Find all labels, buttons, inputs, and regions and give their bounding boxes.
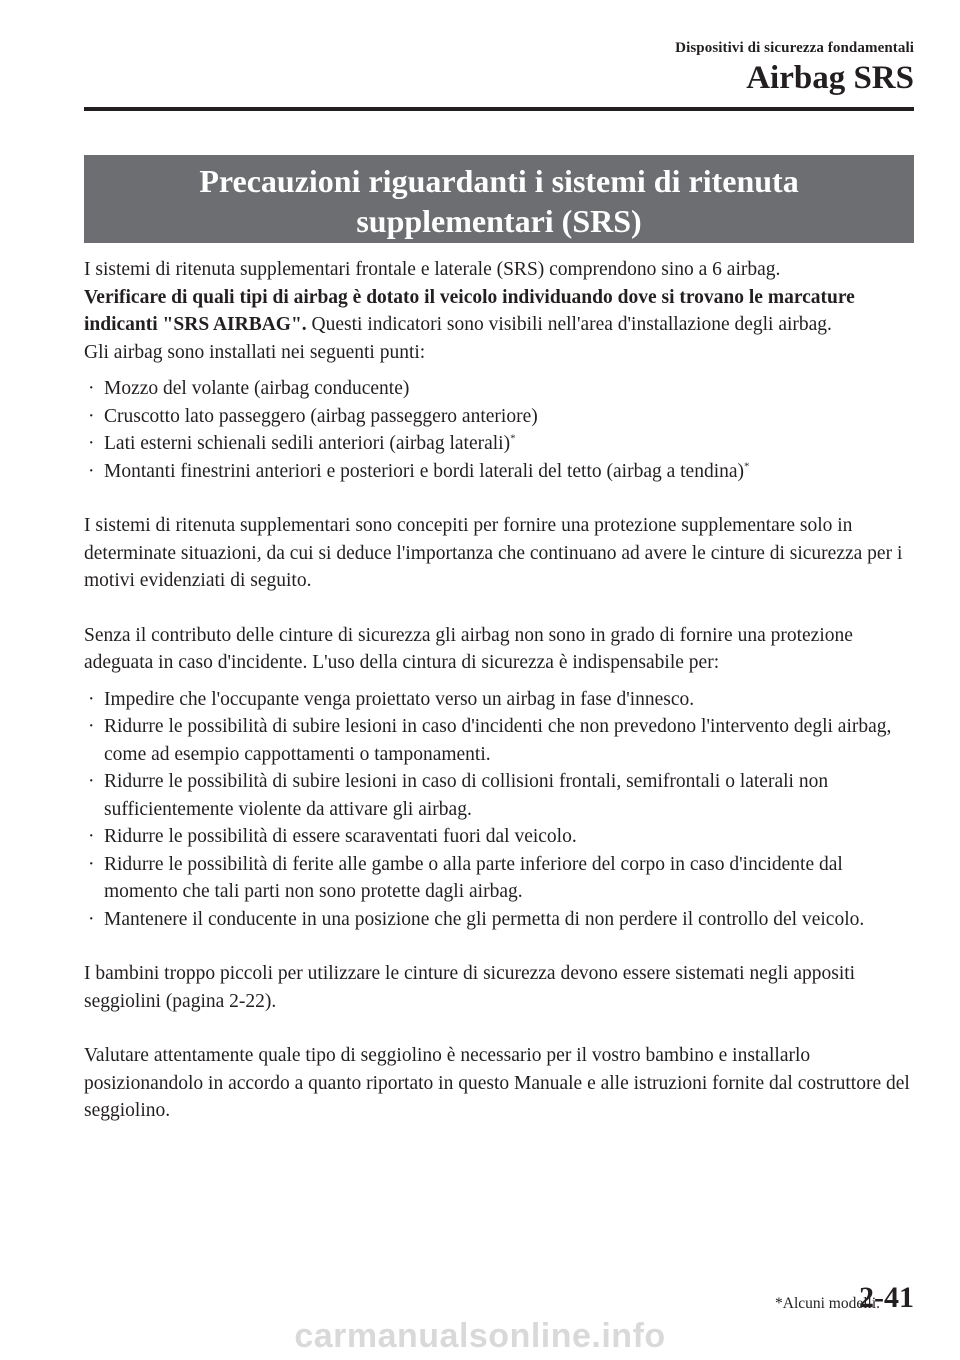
paragraph-child-seat: Valutare attentamente quale tipo di seggiolino è necessario per il vostro bambino e installarlo posizionandolo in accordo a quanto riportato in questo Manuale e alle istruzioni fornite dal costruttore del seggiolino. [84, 1045, 910, 1121]
bullet-icon: · [88, 826, 95, 847]
list-item [84, 403, 916, 431]
bullet-icon: · [88, 460, 95, 482]
bullet-icon: · [88, 378, 95, 399]
list-item [84, 458, 916, 486]
page-number: 2-41 [859, 1281, 914, 1314]
bullet-icon: · [88, 908, 95, 930]
section-title: Airbag SRS [746, 60, 914, 96]
intro-locations-lead: Gli airbag sono installati nei seguenti punti: [84, 341, 426, 363]
list-item [84, 375, 916, 403]
bullet-icon: · [88, 688, 95, 710]
list-item [84, 686, 916, 714]
list-item-text: Lati esterni schienali sedili anteriori (airbag laterali) [104, 433, 511, 454]
list-item-text: Ridurre le possibilità di ferite alle gambe o alla parte inferiore del corpo in caso d'incidente dal momento che tali parti non sono protette dagli airbag. [104, 853, 843, 902]
bullet-icon: · [88, 716, 95, 737]
intro-text: I sistemi di ritenuta supplementari frontale e laterale (SRS) comprendono sino a 6 airbag. [84, 259, 781, 280]
intro-bold-instruction: Verificare di quali tipi di airbag è dotato il veicolo individuando dove si trovano le marcature indicanti "SRS AIRBAG". [84, 286, 855, 335]
list-item-text: Impedire che l'occupante venga proiettato verso un airbag in fase d'innesco. [104, 688, 695, 710]
bullet-icon: · [88, 405, 95, 427]
intro-rest: Questi indicatori sono visibili nell'area d'installazione degli airbag. [306, 314, 832, 335]
paragraph-purpose: I sistemi di ritenuta supplementari sono concepiti per fornire una protezione supplementare solo in determinate situazioni, da cui si deduce l'importanza che continuano ad avere le cinture di sicurezza per i motivi evidenziati di seguito. [84, 515, 903, 591]
footnote-marker: * [744, 460, 750, 472]
list-item-text: Mantenere il conducente in una posizione che gli permetta di non perdere il controllo del veicolo. [104, 908, 865, 930]
list-item [84, 768, 916, 823]
watermark-logo [0, 1317, 960, 1356]
bullet-icon: · [88, 433, 95, 454]
airbag-locations-list [84, 375, 916, 485]
banner-line-1: Precauzioni riguardanti i sistemi di ritenuta [199, 163, 799, 199]
list-item [84, 823, 916, 851]
paragraph-seatbelt: Senza il contributo delle cinture di sicurezza gli airbag non sono in grado di fornire una protezione adeguata in caso d'incidente. L'uso della cintura di sicurezza è indispensabile per: [84, 624, 853, 673]
footnote: *Alcuni modelli. [775, 1295, 881, 1312]
running-header [675, 40, 914, 97]
footnote-marker: * [510, 432, 516, 445]
list-item [84, 430, 916, 458]
list-item-text: Mozzo del volante (airbag conducente) [104, 378, 410, 399]
list-item-text: Montanti finestrini anteriori e posteriori e bordi laterali del tetto (airbag a tendina) [104, 460, 745, 482]
list-item-text: Ridurre le possibilità di subire lesioni in caso d'incidenti che non prevedono l'intervento degli airbag, come ad esempio cappottamenti o tamponamenti. [104, 716, 892, 765]
paragraph-children: I bambini troppo piccoli per utilizzare le cinture di sicurezza devono essere sistemati negli appositi seggiolini (pagina 2-22). [84, 963, 856, 1012]
bullet-icon: · [88, 853, 95, 875]
banner-line-2: supplementari (SRS) [356, 203, 642, 239]
list-item-text: Ridurre le possibilità di essere scaraventati fuori dal veicolo. [104, 826, 577, 847]
intro-paragraph [84, 256, 916, 366]
list-item [84, 713, 916, 768]
chapter-title: Dispositivi di sicurezza fondamentali [675, 40, 914, 56]
header-rule [84, 107, 914, 111]
list-item [84, 906, 916, 934]
list-item [84, 851, 916, 906]
section-banner [84, 155, 914, 243]
page-content [84, 256, 916, 1125]
watermark-text: carmanualsonline.info [294, 1317, 666, 1355]
seatbelt-reasons-list [84, 686, 916, 934]
bullet-icon: · [88, 771, 95, 792]
list-item-text: Cruscotto lato passeggero (airbag passeggero anteriore) [104, 405, 538, 427]
list-item-text: Ridurre le possibilità di subire lesioni in caso di collisioni frontali, semifrontali o laterali non sufficientemente violente da attivare gli airbag. [104, 771, 829, 820]
